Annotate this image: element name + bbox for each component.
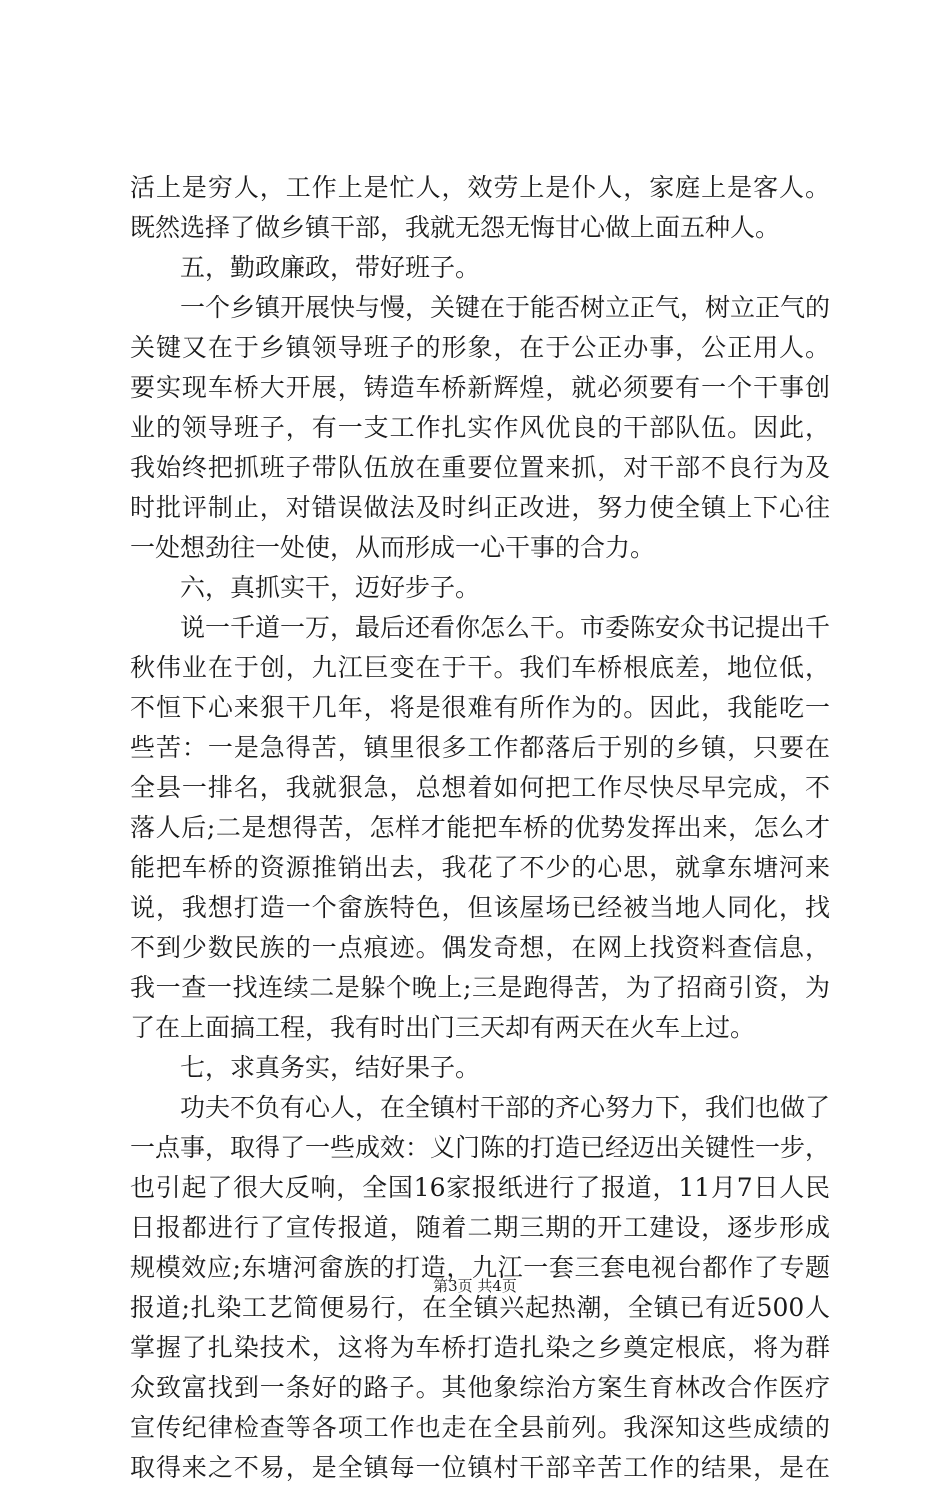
text-line: 能把车桥的资源推销出去，我花了不少的心思，就拿东塘河来 [130,853,830,882]
text-line: 说一千道一万，最后还看你怎么干。市委陈安众书记提出千 [180,613,831,642]
text-line: 不到少数民族的一点痕迹。偶发奇想，在网上找资料查信息， [130,933,830,962]
text-line: 报道;扎染工艺简便易行，在全镇兴起热潮，全镇已有近500人 [130,1293,830,1322]
text-line: 说，我想打造一个畲族特色，但该屋场已经被当地人同化，找 [130,893,830,922]
text-line: 我一查一找连续二是躲个晚上;三是跑得苦，为了招商引资，为 [130,973,830,1002]
text-line: 全县一排名，我就狠急，总想着如何把工作尽快尽早完成，不 [130,773,830,802]
text-line: 落人后;二是想得苦，怎样才能把车桥的优势发挥出来，怎么才 [130,813,830,842]
text-line: 既然选择了做乡镇干部，我就无怨无悔甘心做上面五种人。 [130,213,781,242]
text-line: 掌握了扎染技术，这将为车桥打造扎染之乡奠定根底，将为群 [130,1333,830,1362]
text-line: 五，勤政廉政，带好班子。 [180,253,481,282]
text-line: 日报都进行了宣传报道，随着二期三期的开工建设，逐步形成 [130,1213,830,1242]
text-line: 取得来之不易，是全镇每一位镇村干部辛苦工作的结果，是在 [130,1453,830,1482]
text-line: 功夫不负有心人，在全镇村干部的齐心努力下，我们也做了 [180,1093,831,1122]
text-line: 秋伟业在于创，九江巨变在于干。我们车桥根底差，地位低， [130,653,830,682]
text-line: 我始终把抓班子带队伍放在重要位置来抓，对干部不良行为及 [130,453,830,482]
text-line: 些苦：一是急得苦，镇里很多工作都落后于别的乡镇，只要在 [130,733,830,762]
text-line: 规模效应;东塘河畲族的打造，九江一套三套电视台都作了专题 [130,1253,830,1282]
text-line: 一处想劲往一处使，从而形成一心干事的合力。 [130,533,656,562]
text-line: 六，真抓实干，迈好步子。 [180,573,481,602]
text-line: 七，求真务实，结好果子。 [180,1053,481,1082]
text-line: 众致富找到一条好的路子。其他象综治方案生育林改合作医疗 [130,1373,830,1402]
text-line: 宣传纪律检查等各项工作也走在全县前列。我深知这些成绩的 [130,1413,830,1442]
text-line: 不恒下心来狠干几年，将是很难有所作为的。因此，我能吃一 [130,693,830,722]
text-line: 要实现车桥大开展，铸造车桥新辉煌，就必须要有一个干事创 [130,373,830,402]
text-line: 关键又在于乡镇领导班子的形象，在于公正办事，公正用人。 [130,333,830,362]
page-footer: 第3页 共4页 [433,1277,517,1295]
text-line: 业的领导班子，有一支工作扎实作风优良的干部队伍。因此， [130,413,830,442]
text-line: 一个乡镇开展快与慢，关键在于能否树立正气，树立正气的 [180,293,831,322]
text-line: 了在上面搞工程，我有时出门三天却有两天在火车上过。 [130,1013,756,1042]
text-line: 活上是穷人，工作上是忙人，效劳上是仆人，家庭上是客人。 [130,173,830,202]
text-line: 也引起了很大反响，全国16家报纸进行了报道，11月7日人民 [130,1173,830,1202]
text-line: 时批评制止，对错误做法及时纠正改进，努力使全镇上下心往 [130,493,830,522]
text-line: 一点事，取得了一些成效：义门陈的打造已经迈出关键性一步， [130,1133,831,1162]
